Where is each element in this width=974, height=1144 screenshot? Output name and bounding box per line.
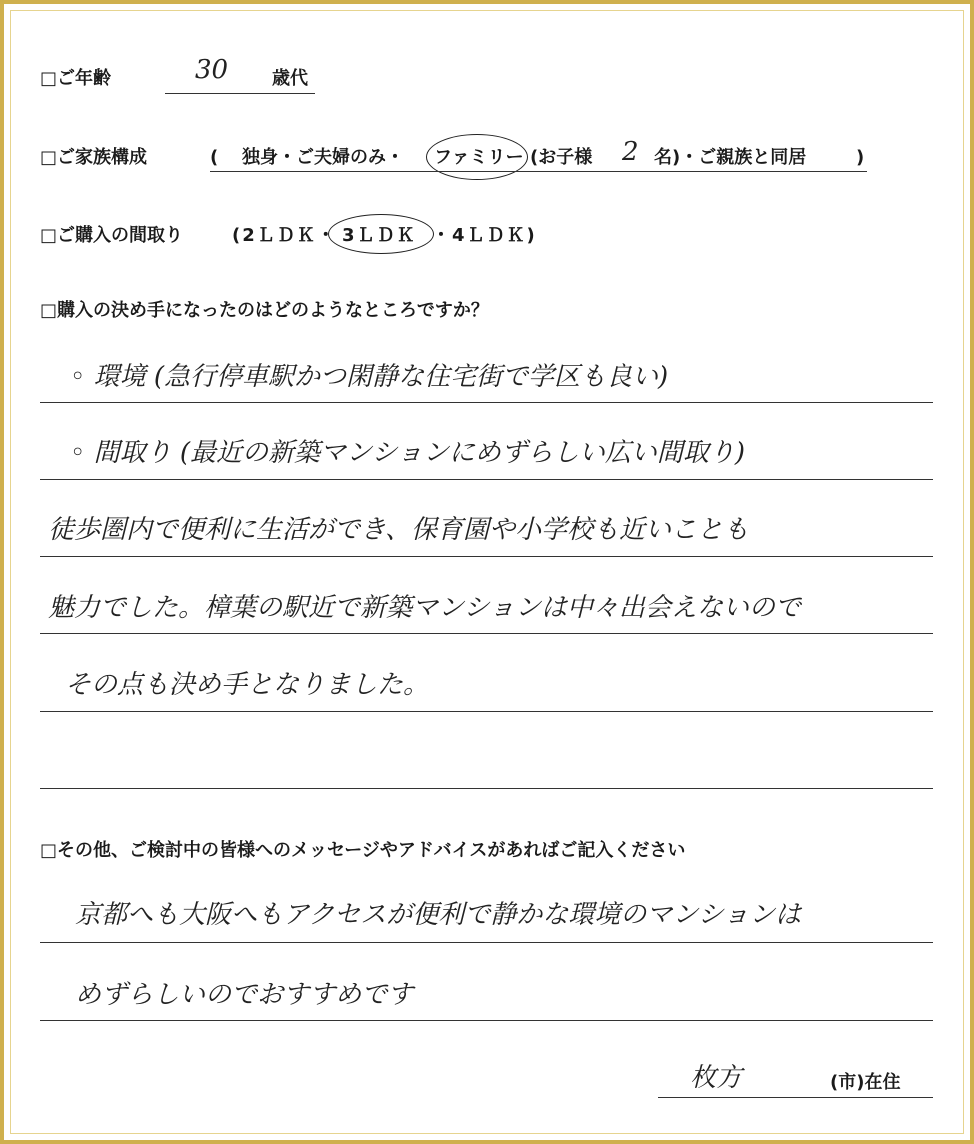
residence-city: 枚方 xyxy=(690,1063,743,1093)
reason-line-4: 魅力でした。樟葉の駅近で新築マンションは中々出会えないので xyxy=(48,593,801,623)
reason-question: □購入の決め手になったのはどのようなところですか？ xyxy=(40,300,489,321)
reason-rule-1 xyxy=(40,402,933,403)
reason-rule-2 xyxy=(40,479,933,480)
family-children-prefix: (お子様 xyxy=(530,147,593,168)
message-question: □その他、ご検討中の皆様へのメッセージやアドバイスがあればご記入ください xyxy=(40,840,686,861)
age-suffix: 歳代 xyxy=(272,68,308,89)
reason-rule-3 xyxy=(40,556,933,557)
layout-circle-mark xyxy=(328,214,434,254)
family-option-family: ファミリー xyxy=(434,147,524,168)
family-open-paren: ( xyxy=(210,147,219,168)
family-underline xyxy=(210,171,867,172)
message-line-1: 京都へも大阪へもアクセスが便利で静かな環境のマンションは xyxy=(75,900,802,930)
family-children-suffix: 名)・ご親族と同居 xyxy=(654,147,807,168)
layout-label: □ご購入の間取り xyxy=(40,225,184,246)
age-underline xyxy=(165,93,315,94)
message-line-2: めずらしいのでおすすめです xyxy=(75,980,414,1010)
message-rule-1 xyxy=(40,942,933,943)
layout-option-4ldk: ・4ＬＤＫ) xyxy=(432,225,537,246)
layout-option-2ldk: (2ＬＤＫ・ xyxy=(232,225,337,246)
family-label: □ご家族構成 xyxy=(40,147,148,168)
age-label: □ご年齢 xyxy=(40,68,112,89)
reason-rule-5 xyxy=(40,711,933,712)
message-rule-2 xyxy=(40,1020,933,1021)
family-option-single-couple: 独身・ご夫婦のみ・ xyxy=(242,147,404,168)
family-circle-mark xyxy=(426,134,528,180)
residence-suffix: (市)在住 xyxy=(830,1072,901,1093)
reason-line-3: 徒歩圏内で便利に生活ができ、保育園や小学校も近いことも xyxy=(48,515,749,545)
reason-rule-6 xyxy=(40,788,933,789)
family-children-count: 2 xyxy=(622,137,639,167)
residence-underline xyxy=(658,1097,933,1098)
reason-line-5: その点も決め手となりました。 xyxy=(65,670,430,700)
family-close-paren: ) xyxy=(856,147,865,168)
age-value: 30 xyxy=(195,55,229,85)
layout-option-3ldk: 3ＬＤＫ xyxy=(342,225,417,246)
reason-line-2: ◦ 間取り (最近の新築マンションにめずらしい広い間取り) xyxy=(70,438,745,468)
reason-line-1: ◦ 環境 (急行停車駅かつ閑静な住宅街で学区も良い) xyxy=(70,362,669,392)
reason-rule-4 xyxy=(40,633,933,634)
